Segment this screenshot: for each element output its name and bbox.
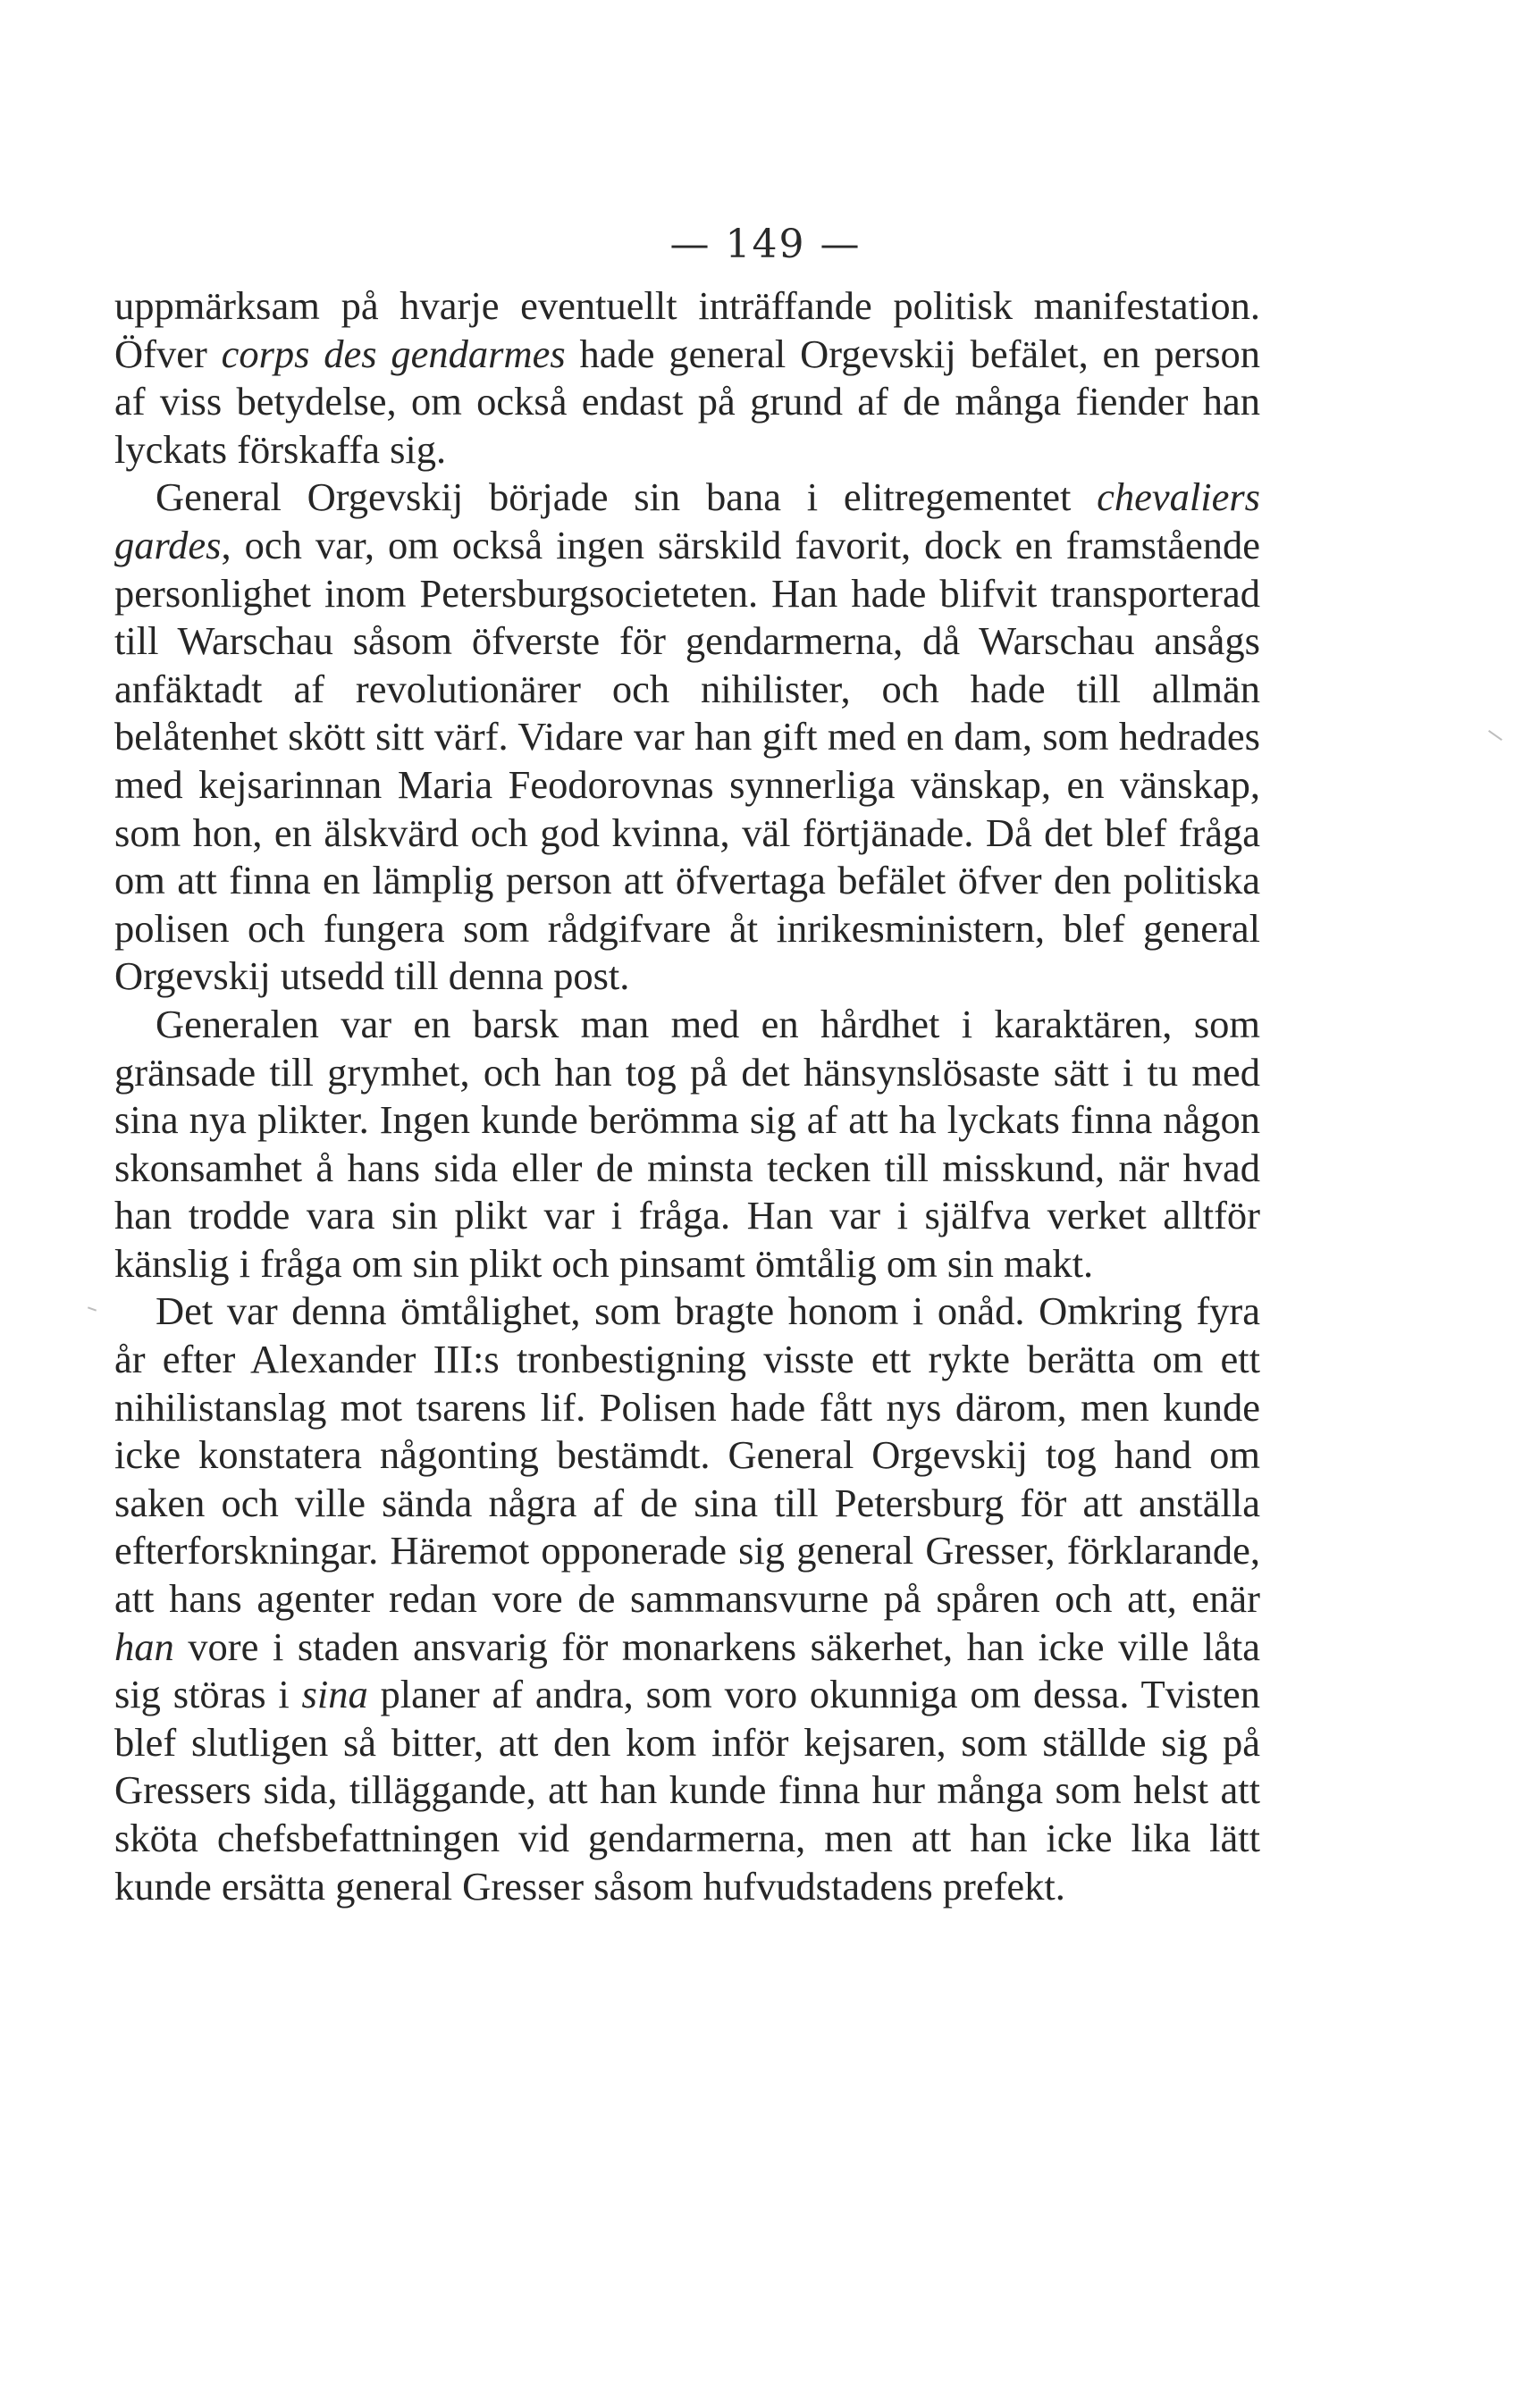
italic-phrase-chevaliers-gardes: chevaliers gardes bbox=[114, 474, 1260, 567]
italic-phrase-corps-des-gendarmes: corps des gendarmes bbox=[221, 331, 566, 376]
paragraph-1 bbox=[114, 282, 1260, 474]
paragraph-2 bbox=[114, 474, 1260, 1001]
margin-mark-left bbox=[88, 1306, 97, 1311]
paragraph-4-text-cont: vore i staden ansvarig för monarkens säkerhet, han icke ville låta sig störas i bbox=[114, 1624, 1260, 1717]
paragraph-1-text: uppmärksam på hvarje eventuellt inträffande politisk manifestation. Öfver bbox=[114, 283, 1260, 376]
paragraph-1-text-cont: hade general Orgevskij befälet, en person af viss betydelse, om också endast på grund af de många fiender han lyckats förskaffa sig. bbox=[114, 331, 1261, 472]
paragraph-2-text: General Orgevskij började sin bana i elitregementet bbox=[156, 474, 1098, 520]
paragraph-4-text: Det var denna ömtålighet, som bragte honom i onåd. Omkring fyra år efter Alexander III:s tronbestigning visste ett rykte berätta om ett nihilistanslag mot tsarens lif. Polisen hade fått nys därom, men kunde icke konstatera någonting bestämdt. General Orgevskij tog hand om saken och ville sända några af de sina till Petersburg för att anställa efterforskningar. Häremot opponerade sig general Gresser, förklarande, att hans agenter redan vore de sammansvurne på spåren och att, enär bbox=[114, 1288, 1260, 1622]
italic-word-han: han bbox=[114, 1624, 174, 1669]
paragraph-4 bbox=[114, 1288, 1260, 1910]
paragraph-4-text-end: planer af andra, som voro okunniga om dessa. Tvisten blef slutligen så bitter, att den kom inför kejsaren, som ställde sig på Gressers sida, tilläggande, att han kunde finna hur många som helst att sköta chefsbefattningen vid gendarmerna, men att han icke lika lätt kunde ersätta general Gresser såsom hufvudstadens prefekt. bbox=[114, 1672, 1260, 1909]
paragraph-2-text-cont: , och var, om också ingen särskild favorit, dock en framstående personlighet inom Petersburgsocieteten. Han hade blifvit transporterad till Warschau såsom öfverste för gendarmerna, då Warschau ansågs anfäktadt af revolutionärer och nihilister, och hade till allmän belåtenhet skött sitt värf. Vidare var han gift med en dam, som hedrades med kejsarinnan Maria Feodorovnas synnerliga vänskap, en vänskap, som hon, en älskvärd och god kvinna, väl förtjänade. Då det blef fråga om att finna en lämplig person att öfvertaga befälet öfver den politiska polisen och fungera som rådgifvare åt inrikesministern, blef general Orgevskij utsedd till denna post. bbox=[114, 522, 1260, 999]
paragraph-3-text: Generalen var en barsk man med en hårdhet i karaktären, som gränsade till grymhet, och han tog på det hänsynslösaste sätt i tu med sina nya plikter. Ingen kunde berömma sig af att ha lyckats finna någon skonsamhet å hans sida eller de minsta tecken till misskund, när hvad han trodde vara sin plikt var i fråga. Han var i själfva verket alltför känslig i fråga om sin plikt och pinsamt ömtålig om sin makt. bbox=[114, 1001, 1260, 1286]
body-text bbox=[114, 282, 1260, 1910]
italic-word-sina: sina bbox=[301, 1672, 368, 1717]
margin-mark-right bbox=[1488, 730, 1502, 741]
paragraph-3 bbox=[114, 1001, 1260, 1288]
page-number: — 149 — bbox=[669, 222, 862, 267]
